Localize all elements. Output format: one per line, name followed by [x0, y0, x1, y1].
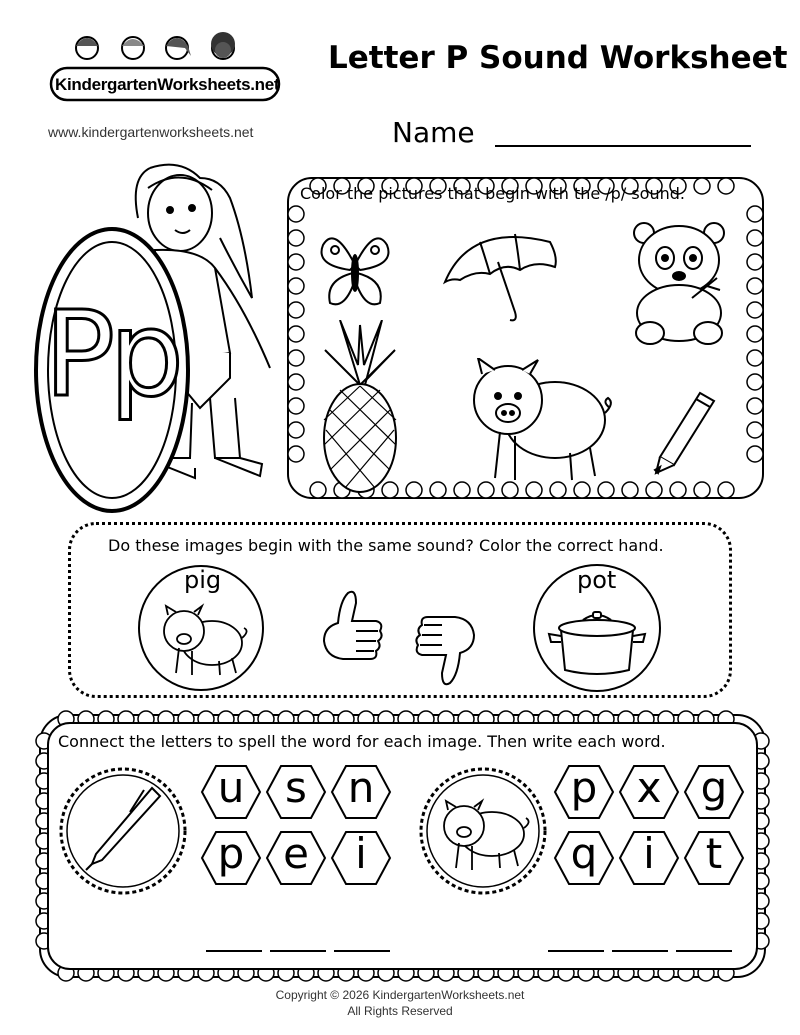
right-hex-5[interactable] — [618, 830, 680, 886]
footer-copyright: Copyright © 2026 KindergartenWorksheets.net — [275, 988, 525, 1002]
write-line-1a[interactable] — [206, 950, 262, 952]
write-line-2c[interactable] — [676, 950, 732, 952]
right-hex-letter: g — [700, 763, 728, 812]
left-hex-6[interactable] — [330, 830, 392, 886]
write-line-2a[interactable] — [548, 950, 604, 952]
left-hex-letter: n — [347, 763, 375, 812]
right-hex-1[interactable] — [553, 764, 615, 820]
umbrella-icon[interactable] — [440, 222, 560, 327]
pineapple-icon[interactable] — [320, 320, 400, 495]
name-label: Name — [392, 116, 475, 149]
butterfly-icon[interactable] — [315, 225, 395, 315]
write-line-1c[interactable] — [334, 950, 390, 952]
pig-picture — [412, 760, 554, 902]
section3-instruction: Connect the letters to spell the word for each image. Then write each word. — [58, 732, 666, 751]
right-hex-4[interactable] — [553, 830, 615, 886]
left-hex-letter: p — [217, 829, 245, 878]
right-hex-letter: p — [570, 763, 598, 812]
section1-instruction: Color the pictures that begin with the /p/ sound. — [300, 184, 685, 203]
logo-text: KindergartenWorksheets.net — [55, 75, 280, 94]
pen-picture — [52, 760, 194, 902]
pig-icon[interactable] — [460, 358, 615, 488]
site-logo — [45, 30, 285, 110]
right-hex-letter: t — [705, 829, 723, 878]
word-pot: pot — [577, 566, 617, 594]
name-line[interactable] — [495, 145, 751, 147]
left-hex-letter: e — [283, 829, 309, 878]
left-hex-letter: i — [355, 829, 367, 878]
left-hex-letter: s — [285, 763, 307, 812]
right-hex-letter: q — [570, 829, 598, 878]
right-hex-letter: x — [636, 763, 662, 812]
thumbs-up-icon[interactable] — [318, 583, 388, 673]
left-hex-2[interactable] — [265, 764, 327, 820]
left-hex-5[interactable] — [265, 830, 327, 886]
thumbs-down-icon[interactable] — [410, 603, 480, 693]
letter-badge — [32, 225, 192, 515]
page-title: Letter P Sound Worksheet — [328, 40, 788, 76]
letter-badge-text: Pp — [44, 285, 179, 423]
right-hex-3[interactable] — [683, 764, 745, 820]
right-hex-2[interactable] — [618, 764, 680, 820]
section2-instruction: Do these images begin with the same sound? Color the correct hand. — [108, 536, 664, 555]
word-pig: pig — [184, 566, 222, 594]
site-url: www.kindergartenworksheets.net — [48, 124, 254, 140]
left-hex-1[interactable] — [200, 764, 262, 820]
left-hex-4[interactable] — [200, 830, 262, 886]
left-hex-letter: u — [217, 763, 245, 812]
write-line-1b[interactable] — [270, 950, 326, 952]
right-hex-6[interactable] — [683, 830, 745, 886]
panda-icon[interactable] — [632, 218, 727, 348]
pencil-icon[interactable] — [650, 385, 720, 475]
right-hex-letter: i — [643, 829, 655, 878]
write-line-2b[interactable] — [612, 950, 668, 952]
footer-rights: All Rights Reserved — [347, 1004, 453, 1018]
left-hex-3[interactable] — [330, 764, 392, 820]
